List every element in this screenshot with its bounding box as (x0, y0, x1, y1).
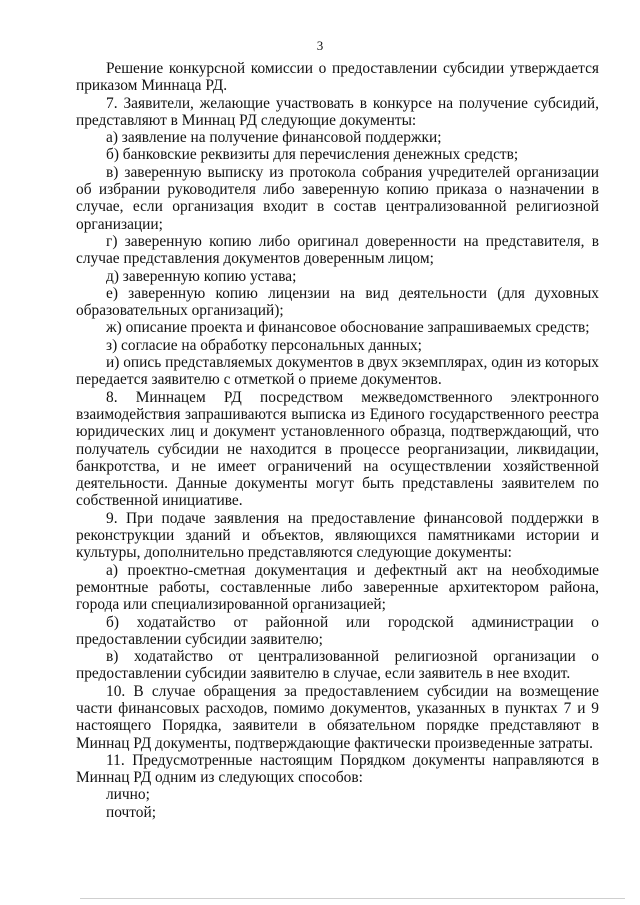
list-item-7b: б) банковские реквизиты для перечисления денежных средств; (106, 146, 519, 164)
list-item-9v: в) ходатайство от централизованной религиозной организации о предоставлении субсидии заявителю в случае, если заявитель в нее входит. (76, 648, 599, 683)
paragraph-item-9: 9. При подаче заявления на предоставление финансовой поддержки в реконструкции зданий и объектов, являющихся памятниками истории и культуры, дополнительно представляются следующие документы: (76, 509, 599, 562)
list-item-7a: а) заявление на получение финансовой поддержки; (106, 129, 442, 147)
list-item-by-mail: почтой; (106, 803, 157, 821)
paragraph-commission-decision: Решение конкурсной комиссии о предоставлении субсидии утверждается приказом Миннаца РД. (76, 60, 599, 95)
paragraph-item-8: 8. Миннацем РД посредством межведомственного электронного взаимодействия запрашиваются выписка из Единого государственного реестра юридических лиц и документ установленного образца, подтверждающий, что получатель субсидии не находится в процессе реорганизации, ликвидации, банкротства, и не имеет ограничений на осуществлении хозяйственной деятельности. Данные документы могут быть представлены заявителем по собственной инициативе. (76, 388, 599, 510)
paragraph-item-11: 11. Предусмотренные настоящим Порядком документы направляются в Миннац РД одним из следующих способов: (76, 751, 599, 787)
list-item-in-person: лично; (106, 786, 150, 804)
list-item-9a: а) проектно-сметная документация и дефектный акт на необходимые ремонтные работы, составленные либо заверенные архитектором района, города или специализированной организацией; (76, 561, 599, 614)
list-item-7e: е) заверенную копию лицензии на вид деятельности (для духовных образовательных организаций); (76, 284, 599, 320)
list-item-7g: г) заверенную копию либо оригинал доверенности на представителя, в случае представления документов доверенным лицом; (76, 232, 599, 268)
list-item-7i: и) опись представляемых документов в двух экземплярах, один из которых передается заявителю с отметкой о приеме документов. (76, 354, 599, 389)
list-item-7z: з) согласие на обработку персональных данных; (106, 336, 422, 354)
list-item-7d: д) заверенную копию устава; (106, 267, 297, 285)
document-body (76, 60, 599, 821)
paragraph-item-10: 10. В случае обращения за предоставлением субсидии на возмещение части финансовых расходов, помимо документов, указанных в пунктах 7 и 9 настоящего Порядка, заявители в обязательном порядке представляют в Миннац РД документы, подтверждающие фактически произведенные затраты. (76, 682, 599, 752)
bottom-edge-line (80, 898, 625, 899)
list-item-7zh: ж) описание проекта и финансовое обоснование запрашиваемых средств; (106, 319, 590, 337)
paragraph-item-7: 7. Заявители, желающие участвовать в конкурсе на получение субсидий, представляют в Миннац РД следующие документы: (76, 94, 599, 129)
list-item-7v: в) заверенную выписку из протокола собрания учредителей организации об избрании руководителя либо заверенную копию приказа о назначении в случае, если организация входит в состав централизованной религиозной организации; (76, 163, 599, 233)
list-item-9b: б) ходатайство от районной или городской администрации о предоставлении субсидии заявителю; (76, 613, 599, 648)
page-number: 3 (316, 38, 324, 53)
